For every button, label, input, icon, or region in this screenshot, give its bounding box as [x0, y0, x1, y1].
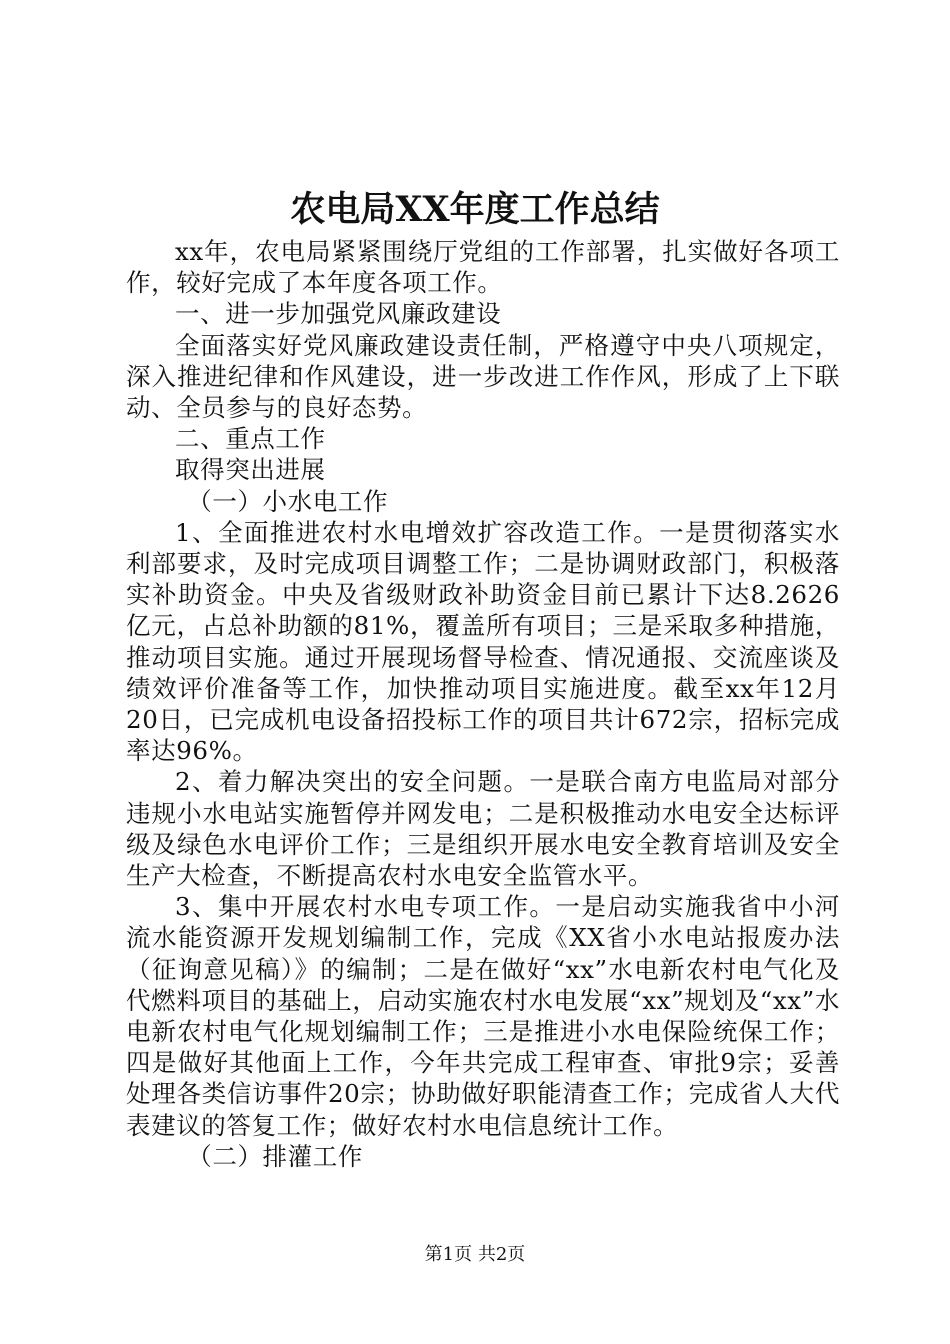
- item-2-paragraph: 2、着力解决突出的安全问题。一是联合南方电监局对部分违规小水电站实施暂停并网发电；二是积极推动水电安全达标评级及绿色水电评价工作；三是组织开展水电安全教育培训及安全生产大检查，不断提高农村水电安全监管水平。: [126, 767, 840, 891]
- intro-paragraph: xx年，农电局紧紧围绕厅党组的工作部署，扎实做好各项工作，较好完成了本年度各项工作。: [126, 237, 840, 298]
- page-footer: 第1页 共2页: [424, 1244, 526, 1265]
- item-1-paragraph: 1、全面推进农村水电增效扩容改造工作。一是贯彻落实水利部要求，及时完成项目调整工作；二是协调财政部门，积极落实补助资金。中央及省级财政补助资金目前已累计下达8.2626亿元，占总补助额的81%，覆盖所有项目；三是采取多种措施，推动项目实施。通过开展现场督导检查、情况通报、交流座谈及绩效评价准备等工作，加快推动项目实施进度。截至xx年12月20日，已完成机电设备招投标工作的项目共计672宗，招标完成率达96%。: [126, 517, 840, 766]
- document-body: [126, 236, 840, 1172]
- subsection-heading-1: （一）小水电工作: [187, 486, 389, 516]
- section-1-paragraph: 全面落实好党风廉政建设责任制，严格遵守中央八项规定，深入推进纪律和作风建设，进一步改进工作作风，形成了上下联动、全员参与的良好态势。: [126, 330, 840, 423]
- section-heading-2-cont: 取得突出进展: [175, 455, 326, 485]
- section-heading-1: 一、进一步加强党风廉政建设: [175, 299, 502, 329]
- document-title: 农电局XX年度工作总结: [290, 189, 660, 230]
- item-3-paragraph: 3、集中开展农村水电专项工作。一是启动实施我省中小河流水能资源开发规划编制工作，完成《XX省小水电站报废办法（征询意见稿）》的编制；二是在做好“xx”水电新农村电气化及代燃料项目的基础上，启动实施农村水电发展“xx”规划及“xx”水电新农村电气化规划编制工作；三是推进小水电保险统保工作；四是做好其他面上工作，今年共完成工程审查、审批9宗；妥善处理各类信访事件20宗；协助做好职能清查工作；完成省人大代表建议的答复工作；做好农村水电信息统计工作。: [126, 892, 840, 1140]
- subsection-heading-2: （二）排灌工作: [187, 1141, 363, 1171]
- section-heading-2: 二、重点工作: [175, 424, 326, 454]
